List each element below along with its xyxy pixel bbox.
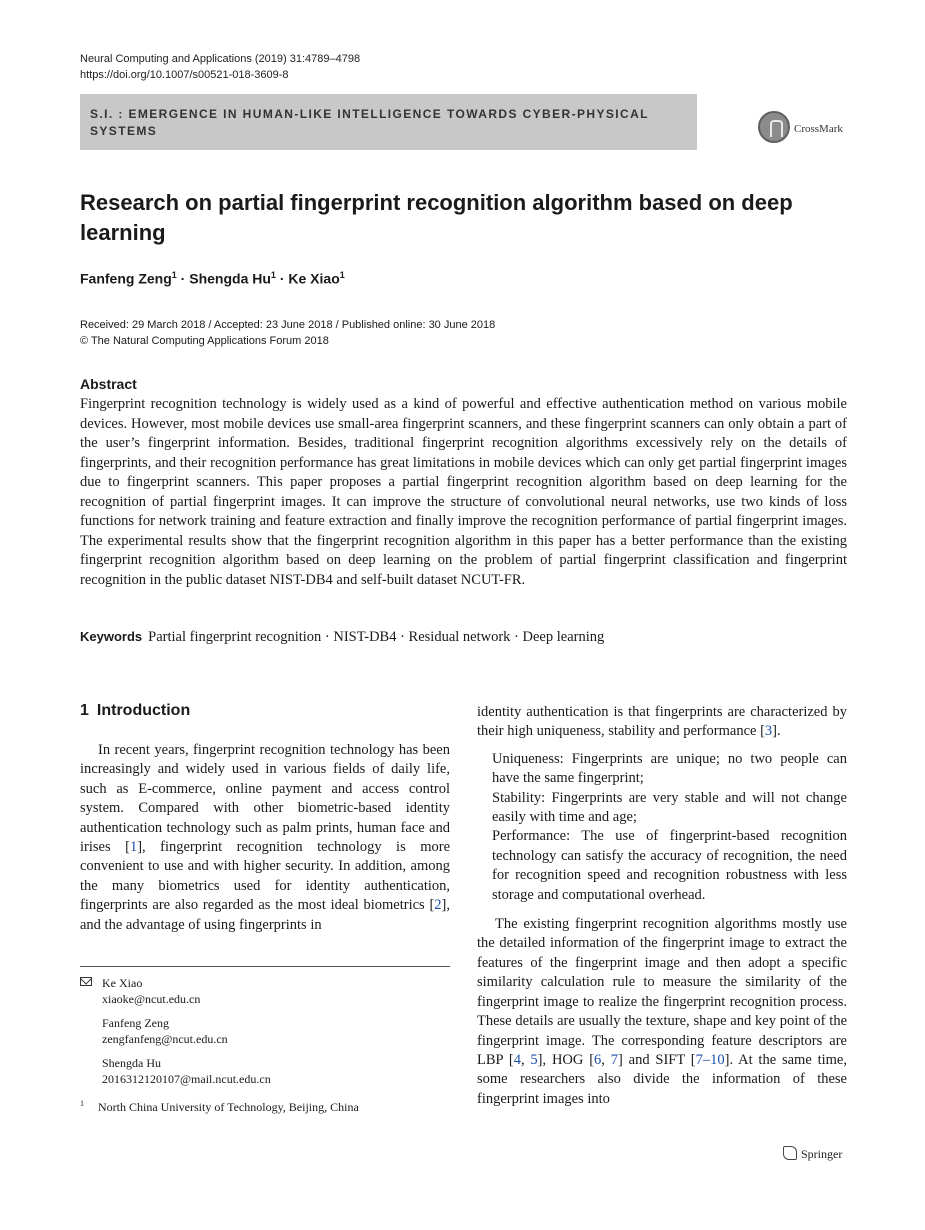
abstract-text: Fingerprint recognition technology is widely used as a kind of powerful and effective authentication method on various mobile devices. However, most mobile devices use small-area fingerprint scanners, and these fingerprint scanners can only obtain a part of the user’s fingerprint information. Besides, traditional fingerprint recognition algorithms excessively rely on the details of fingerprints, and their recognition performance has great limitations in mobile devices which can only get partial fingerprint images due to fingerprint scanners. This paper proposes a partial fingerprint recognition algorithm based on deep learning for the recognition of partial fingerprint images. It can improve the structure of convolutional neural networks, use two kinds of loss functions for network training and feature extraction and finally improve the recognition performance of partial fingerprint images. The experimental results show that the fingerprint recognition algorithm in this paper has a better performance than the existing fingerprint recognition algorithm based on deep learning on the problem of partial fingerprint classification and fingerprint recognition in the public dataset NIST-DB4 and self-built dataset NCUT-FR. [80, 396, 847, 588]
author-name[interactable]: Ke Xiao [288, 270, 340, 287]
contact-name: Ke Xiao [102, 976, 143, 990]
paper-title: Research on partial fingerprint recognition algorithm based on deep learning [80, 190, 793, 245]
affiliation-text: North China University of Technology, Beijing, China [98, 1100, 359, 1114]
section-heading-introduction [80, 702, 190, 720]
citation-link[interactable]: 1 [129, 839, 138, 856]
author-affiliation-mark: 1 [270, 270, 276, 280]
footnote-divider [80, 966, 450, 967]
left-column [80, 741, 450, 935]
publisher-logo [783, 1146, 842, 1162]
body-text: The existing fingerprint recognition algorithms mostly use the detailed information of the fingerprint image to extract the features of the fingerprint image and then adopt a specific similarity calculation rule to measure the similarity of the fingerprint image to realize the fingerprint recognition process. These details are usually the texture, shape and key point of the fingerprint image. The corresponding feature descriptors are LBP [ [477, 916, 847, 1068]
author-name[interactable]: Shengda Hu [189, 270, 271, 287]
intro-paragraph [477, 915, 847, 1109]
contact-entry [102, 1055, 450, 1087]
author-separator: · [275, 270, 289, 287]
author-affiliation-mark: 1 [339, 270, 345, 280]
special-issue-title: S.I. : EMERGENCE IN HUMAN-LIKE INTELLIGENCE TOWARDS CYBER-PHYSICAL SYSTEMS [90, 107, 649, 138]
citation-link[interactable]: 5 [530, 1051, 538, 1068]
author-name[interactable]: Fanfeng Zeng [80, 270, 172, 287]
corresponding-contacts [80, 975, 450, 1095]
contact-name: Fanfeng Zeng [102, 1016, 169, 1030]
property-item: Uniqueness: Fingerprints are unique; no two people can have the same fingerprint; [492, 750, 847, 787]
publication-dates [80, 317, 495, 349]
citation-link[interactable]: 7–10 [695, 1051, 725, 1068]
citation-link[interactable]: 2 [434, 897, 442, 914]
author-affiliation-mark: 1 [171, 270, 177, 280]
section-title: Introduction [96, 702, 191, 719]
author-separator: · [176, 270, 190, 287]
contact-email[interactable]: xiaoke@ncut.edu.cn [102, 992, 201, 1006]
body-text: ], HOG [ [537, 1051, 595, 1068]
citation-link[interactable]: 6 [594, 1051, 602, 1068]
keywords [80, 629, 604, 646]
springer-horse-icon [783, 1146, 797, 1160]
body-text: , [520, 1051, 531, 1068]
publisher-name: Springer [801, 1147, 843, 1161]
body-text: ], fingerprint recognition technology is more convenient to use and with higher security. In addition, among the many biometrics used for identity authentication, fingerprints are also regarded as the most ideal biometrics [ [80, 839, 451, 914]
contact-email[interactable]: zengfanfeng@ncut.edu.cn [102, 1032, 228, 1046]
body-text: In recent years, fingerprint recognition technology has been increasingly and widely used in various fields of daily life, such as E-commerce, online payment and access control system. Compared with other biometric-based identity authentication technology such as palm prints, human face and irises [ [80, 742, 450, 856]
citation-link[interactable]: 3 [764, 723, 773, 740]
contact-email[interactable]: 2016312120107@mail.ncut.edu.cn [102, 1072, 271, 1086]
envelope-icon [80, 977, 92, 986]
section-number: 1 [80, 702, 89, 719]
contact-name: Shengda Hu [102, 1056, 161, 1070]
crossmark-label: CrossMark [794, 123, 843, 135]
crossmark-icon [758, 111, 790, 143]
body-text: ], and the advantage of using fingerprints in [80, 897, 450, 933]
intro-paragraph [80, 741, 450, 935]
keywords-label: Keywords [80, 629, 143, 644]
contact-entry [102, 1015, 450, 1047]
property-item: Performance: The use of fingerprint-based recognition technology can satisfy the accuracy of recognition, the need for recognition speed and recognition robustness with less storage and computational overhead. [492, 828, 847, 903]
special-issue-banner [80, 94, 697, 150]
body-text: , [601, 1051, 611, 1068]
citation-link[interactable]: 7 [610, 1051, 618, 1068]
affiliation-mark: 1 [80, 1099, 84, 1108]
contact-entry [102, 975, 450, 1007]
body-text: identity authentication is that fingerprints are characterized by their high uniqueness, stability and performance [ [477, 704, 847, 740]
doi-link[interactable]: https://doi.org/10.1007/s00521-018-3609-8 [80, 69, 289, 81]
copyright-line: © The Natural Computing Applications Forum 2018 [80, 335, 329, 347]
affiliation-footnote [80, 1099, 359, 1115]
intro-paragraph-continued [477, 703, 847, 742]
journal-citation: Neural Computing and Applications (2019) 31:4789–4798 [80, 53, 361, 65]
author-list [80, 270, 345, 287]
fingerprint-properties-list [492, 750, 847, 905]
body-text: ]. At the same time, some researchers also divide the information of these fingerprint images into [477, 1051, 847, 1107]
body-text: ] and SIFT [ [617, 1051, 696, 1068]
keywords-list: Partial fingerprint recognition · NIST-DB4 · Residual network · Deep learning [148, 629, 605, 645]
crossmark-badge[interactable] [758, 111, 850, 147]
journal-header [80, 51, 360, 83]
citation-link[interactable]: 4 [513, 1051, 521, 1068]
history-dates: Received: 29 March 2018 / Accepted: 23 June 2018 / Published online: 30 June 2018 [80, 319, 496, 331]
property-item: Stability: Fingerprints are very stable and will not change easily with time and age; [492, 789, 847, 826]
body-text: ]. [772, 723, 781, 740]
right-column [477, 703, 847, 1109]
abstract-heading: Abstract [80, 376, 137, 392]
